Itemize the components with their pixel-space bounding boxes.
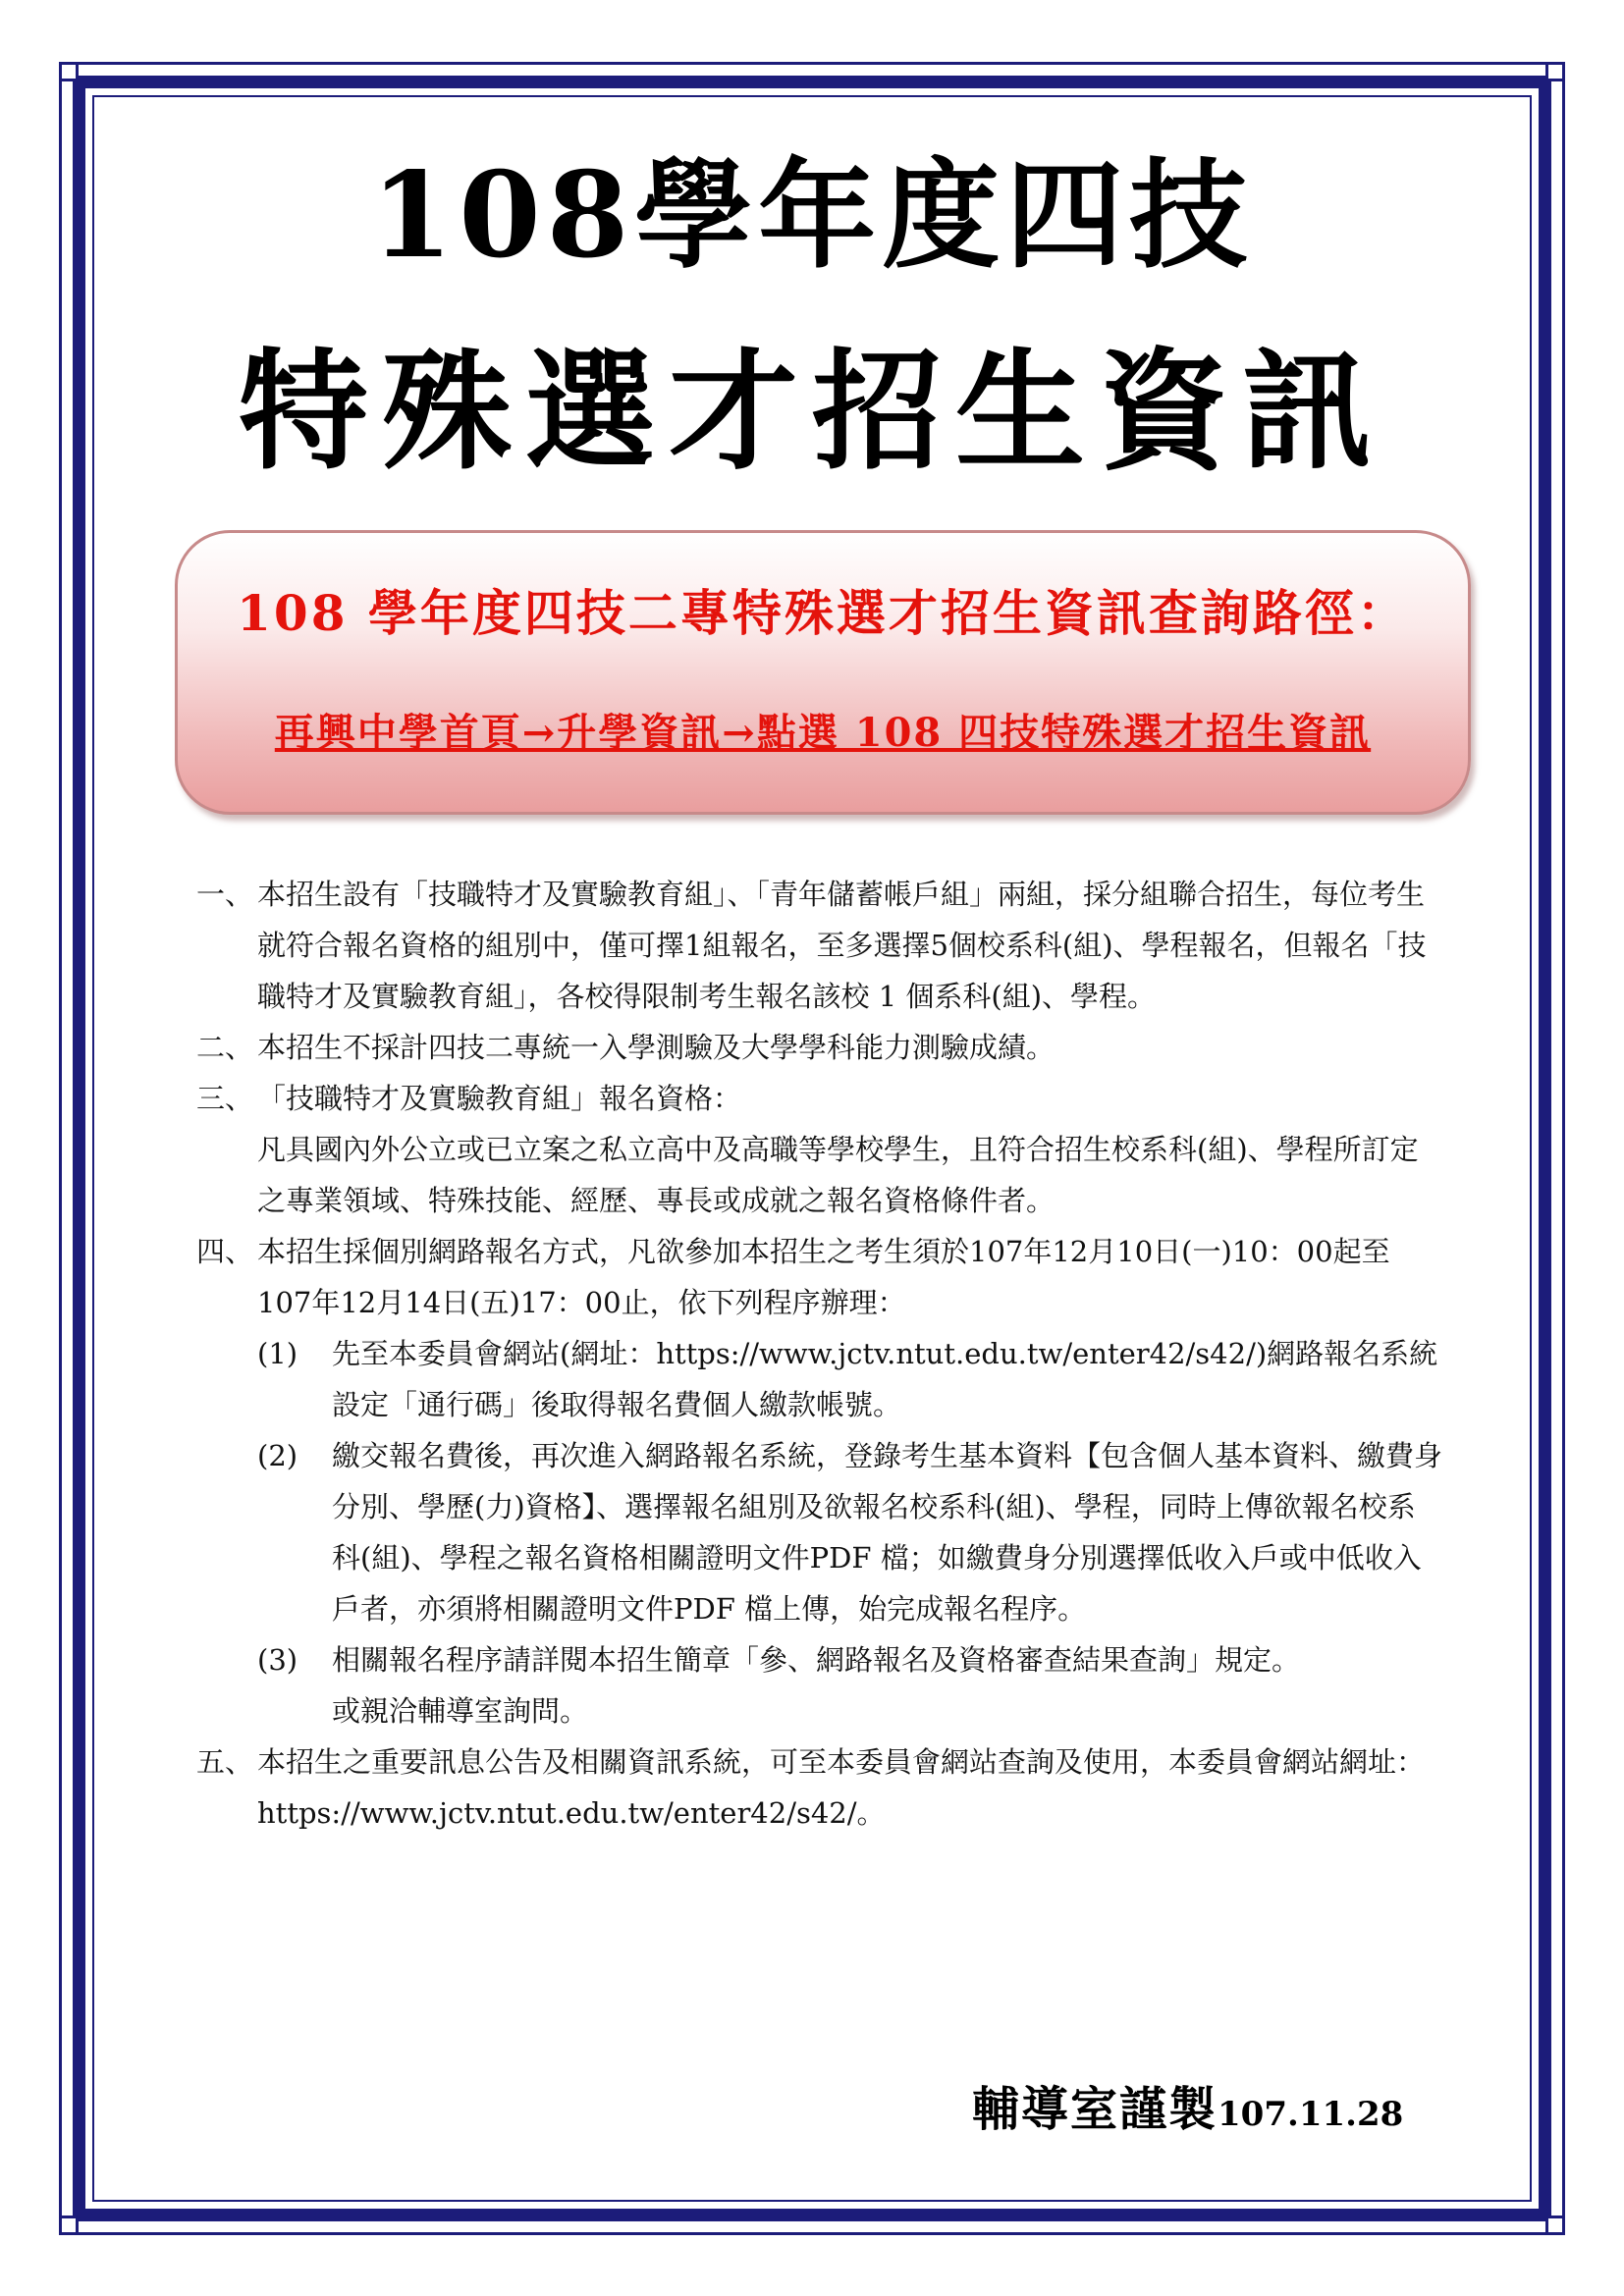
step-item <box>196 1328 1443 1430</box>
signature <box>972 2071 1403 2139</box>
item-detail: 凡具國內外公立或已立案之私立高中及高職等學校學生，且符合招生校系科(組)、學程所訂定之專業領域、特殊技能、經歷、專長或成就之報名資格條件者。 <box>257 1133 1419 1217</box>
item-number: 一、 <box>196 878 254 911</box>
frame-corner <box>59 62 79 81</box>
query-path-route: 再興中學首頁→升學資訊→點選 108 四技特殊選才招生資訊 <box>274 710 1372 756</box>
query-path-heading: 108 學年度四技二專特殊選才招生資訊查詢路徑： <box>237 584 1409 642</box>
query-path-box <box>175 530 1471 815</box>
item-number: 三、 <box>196 1082 254 1115</box>
item-text: 本招生不採計四技二專統一入學測驗及大學學科能力測驗成績。 <box>257 1031 1056 1064</box>
item-text: 本招生採個別網路報名方式，凡欲參加本招生之考生須於107年12月10日(一)10：00起至107年12月14日(五)17：00止，依下列程序辦理： <box>257 1235 1390 1319</box>
item-number: 五、 <box>196 1745 254 1779</box>
item-text: 「技職特才及實驗教育組」報名資格： <box>257 1082 742 1115</box>
title-line-1: 108學年度四技 <box>370 146 1254 285</box>
step-item <box>196 1430 1443 1634</box>
list-item <box>196 1736 1443 1839</box>
step-text: 相關報名程序請詳閱本招生簡章「參、網路報名及資格審查結果查詢」規定。 <box>332 1643 1301 1677</box>
list-item <box>196 1022 1443 1073</box>
list-item <box>196 1073 1443 1226</box>
signature-label: 輔導室謹製 <box>972 2082 1218 2137</box>
frame-corner <box>1545 62 1565 81</box>
step-text: 先至本委員會網站(網址：https://www.jctv.ntut.edu.tw/enter42/s42/)網路報名系統設定「通行碼」後取得報名費個人繳款帳號。 <box>332 1337 1438 1421</box>
item-text: 本招生設有「技職特才及實驗教育組」、「青年儲蓄帳戶組」兩組，採分組聯合招生，每位考生就符合報名資格的組別中，僅可擇1組報名，至多選擇5個校系科(組)、學程報名，但報名「技職特才及實驗教育組」，各校得限制考生報名該校 1 個系科(組)、學程。 <box>257 878 1427 1013</box>
list-item <box>196 1226 1443 1328</box>
signature-date: 107.11.28 <box>1218 2095 1404 2134</box>
item-number: 二、 <box>196 1031 254 1064</box>
step-number: (1) <box>257 1337 298 1370</box>
frame-corner <box>1545 2216 1565 2235</box>
item-number: 四、 <box>196 1235 254 1268</box>
step-item <box>196 1634 1443 1736</box>
frame-corner <box>59 2216 79 2235</box>
step-number: (3) <box>257 1643 298 1677</box>
step-extra: 或親洽輔導室詢問。 <box>332 1694 589 1728</box>
title-line-2: 特殊選才招生資訊 <box>239 336 1385 488</box>
step-text: 繳交報名費後，再次進入網路報名系統，登錄考生基本資料【包含個人基本資料、繳費身分別、學歷(力)資格】、選擇報名組別及欲報名校系科(組)、學程，同時上傳欲報名校系科(組)、學程之報名資格相關證明文件PDF 檔；如繳費身分別選擇低收入戶或中低收入戶者，亦須將相關證明文件PDF 檔上傳，始完成報名程序。 <box>332 1439 1443 1626</box>
list-item <box>196 869 1443 1022</box>
step-number: (2) <box>257 1439 298 1472</box>
item-text: 本招生之重要訊息公告及相關資訊系統，可至本委員會網站查詢及使用，本委員會網站網址：https://www.jctv.ntut.edu.tw/enter42/s42/。 <box>257 1745 1426 1830</box>
info-list <box>196 869 1443 1839</box>
